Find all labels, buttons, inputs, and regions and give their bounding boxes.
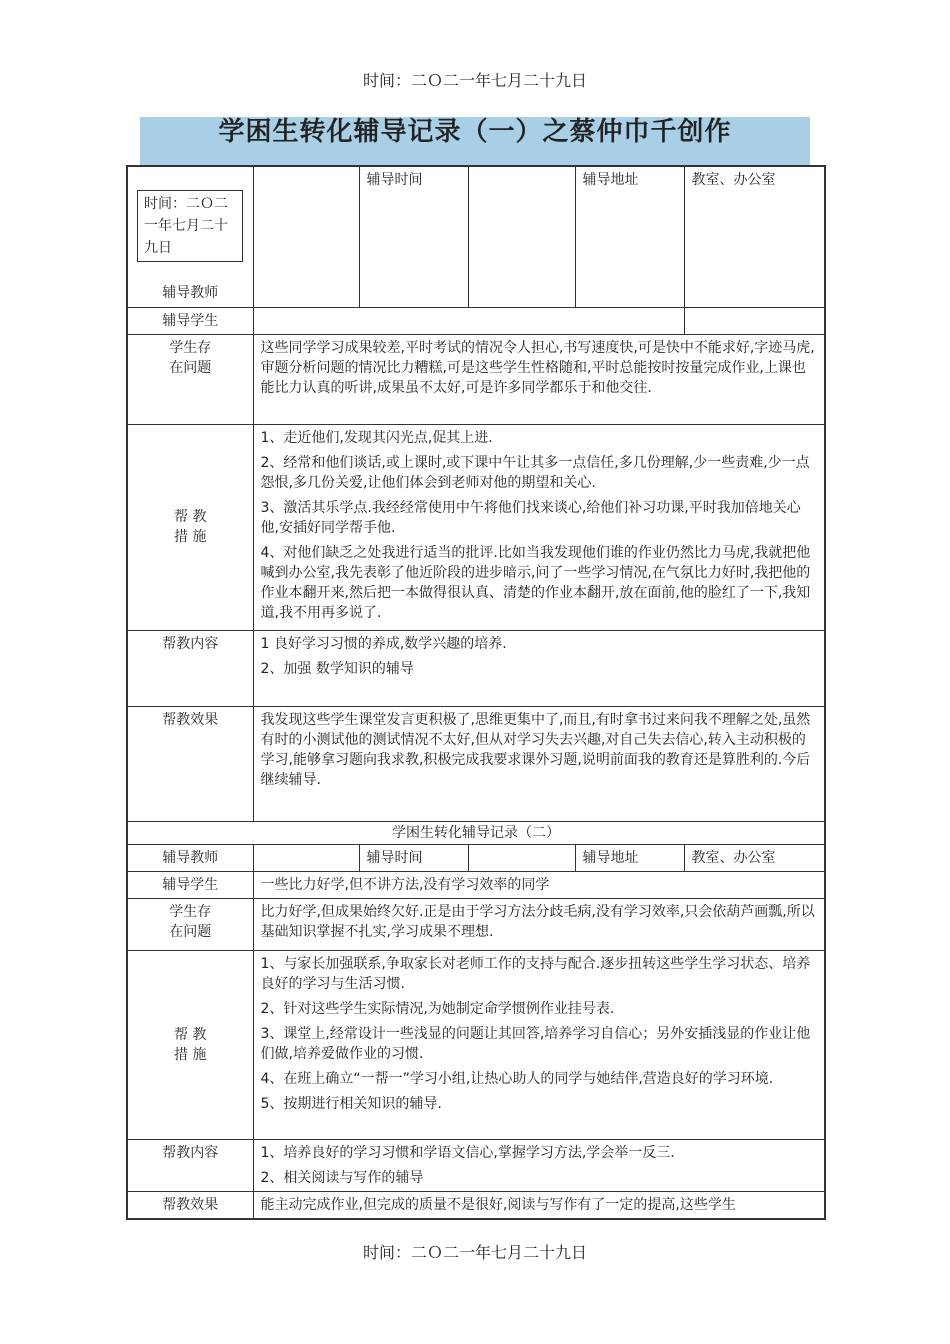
- measure-item: 1、走近他们,发现其闪光点,促其上进.: [260, 429, 493, 446]
- student-value-2: 一些比力好学,但不讲方法,没有学习效率的同学: [253, 871, 825, 898]
- measures-text: [253, 424, 825, 630]
- problem-label-2: [127, 898, 253, 950]
- measure-item: 5、按期进行相关知识的辅导.: [260, 1095, 442, 1112]
- effect-text-2: 能主动完成作业,但完成的质量不是很好,阅读与写作有了一定的提高,这些学生: [253, 1191, 825, 1219]
- measures-label-line2: 措 施: [174, 529, 207, 545]
- measure-item: 1、与家长加强联系,争取家长对老师工作的支持与配合.逐步扭转这些学生学习状态、培养良好的学习与生活习惯.: [260, 955, 811, 992]
- teacher-cell: [127, 166, 253, 307]
- student-label-2: 辅导学生: [127, 871, 253, 898]
- document-title: 学困生转化辅导记录（一）之蔡仲巾千创作: [218, 117, 732, 147]
- problem-label-2-line1: 学生存: [169, 903, 212, 920]
- content-item: 2、加强 数学知识的辅导: [260, 660, 414, 677]
- problem-text: 这些同学学习成果较差,平时考试的情况令人担心,书写速度快,可是快中不能求好,字迹马虎,审题分析问题的情况比力糟糕,可是这些学生性格随和,平时总能按时按量完成作业,上课也能比力认真的听讲,成果虽不太好,可是许多同学都乐于和他交往.: [253, 334, 825, 424]
- measure-item: 2、针对这些学生实际情况,为她制定命学惯例作业挂号表.: [260, 1000, 615, 1017]
- measure-item: 4、在班上确立“一帮一”学习小组,让热心助人的同学与她结伴,营造良好的学习环境.: [260, 1070, 774, 1087]
- effect-label: 帮教效果: [127, 706, 253, 821]
- tutoring-record-table: [126, 165, 826, 1220]
- time-label-2: 辅导时间: [359, 844, 468, 871]
- problem-label-line1: 学生存: [169, 339, 212, 356]
- time-label: 辅导时间: [359, 166, 468, 307]
- section-title-2: 学困生转化辅导记录（二）: [127, 821, 825, 844]
- teacher-label-2: 辅导教师: [127, 844, 253, 871]
- page-footer: 时间：二Ｏ二一年七月二十九日: [362, 1243, 587, 1262]
- student-value: [253, 307, 684, 334]
- teacher-label: 辅导教师: [162, 284, 219, 301]
- measure-item: 2、经常和他们谈话,或上课时,或下课中午让其多一点信任,多几份理解,少一些责难,少一点怨恨,多几份关爱,让他们体会到老师对他的期望和关心.: [260, 454, 810, 491]
- measures-label-2: [127, 950, 253, 1139]
- content-text-2: [253, 1139, 825, 1191]
- student-label: 辅导学生: [127, 307, 253, 334]
- measure-item: 4、对他们缺乏之处我进行适当的批评.比如当我发现他们谁的作业仍然比力马虎,我就把他喊到办公室,我先表彰了他近阶段的进步暗示,问了一些学习情况,在气氛比力好时,我把他的作业本翻开来,然后把一本做得很认真、清楚的作业本翻开,放在面前,他的脸红了一下,我知道,我不用再多说了.: [260, 544, 811, 621]
- measures-label-line1: 帮 教: [174, 509, 207, 525]
- time-box: 时间：二Ｏ二一年七月二十九日: [137, 190, 243, 262]
- content-text: [253, 630, 825, 706]
- measures-label: [127, 424, 253, 630]
- content-item: 1、培养良好的学习习惯和学语文信心,掌握学习方法,学会举一反三.: [260, 1144, 675, 1161]
- time-value-2: [468, 844, 575, 871]
- effect-label-2: 帮教效果: [127, 1191, 253, 1219]
- place-label-2: 辅导地址: [575, 844, 684, 871]
- problem-label: [127, 334, 253, 424]
- time-value: [468, 166, 575, 307]
- measures-label-2-line1: 帮 教: [174, 1026, 207, 1043]
- place-value: 教室、办公室: [684, 166, 825, 307]
- problem-text-2: 比力好学,但成果始终欠好.正是由于学习方法分歧毛病,没有学习效率,只会依葫芦画瓢,所以基础知识掌握不扎实,学习成果不理想.: [253, 898, 825, 950]
- effect-text: 我发现这些学生课堂发言更积极了,思维更集中了,而且,有时拿书过来问我不理解之处,虽然有时的小测试他的测试情况不太好,但从对学习失去兴趣,对自己失去信心,转入主动积极的学习,能够拿习题向我求教,积极完成我要求课外习题,说明前面我的教育还是算胜利的.今后继续辅导.: [253, 706, 825, 821]
- problem-label-2-line2: 在问题: [169, 923, 212, 940]
- measures-label-2-line2: 措 施: [174, 1046, 207, 1063]
- place-label: 辅导地址: [575, 166, 684, 307]
- content-label-2: 帮教内容: [127, 1139, 253, 1191]
- content-item: 1 良好学习习惯的养成,数学兴趣的培养.: [260, 635, 507, 652]
- content-item: 2、相关阅读与写作的辅导: [260, 1169, 424, 1186]
- student-extra: [684, 307, 825, 334]
- teacher-value-2: [253, 844, 359, 871]
- measure-item: 3、激活其乐学点.我经经常使用中午将他们找来谈心,给他们补习功课,平时我加倍地关心他,安插好同学帮手他.: [260, 499, 801, 536]
- place-value-2: 教室、办公室: [684, 844, 825, 871]
- measure-item: 3、课堂上,经常设计一些浅显的问题让其回答,培养学习自信心；另外安插浅显的作业让他们做,培养爱做作业的习惯.: [260, 1025, 811, 1062]
- page-header: 时间：二Ｏ二一年七月二十九日: [362, 71, 587, 90]
- content-label: 帮教内容: [127, 630, 253, 706]
- problem-label-line2: 在问题: [169, 359, 212, 376]
- teacher-value: [253, 166, 359, 307]
- measures-text-2: [253, 950, 825, 1139]
